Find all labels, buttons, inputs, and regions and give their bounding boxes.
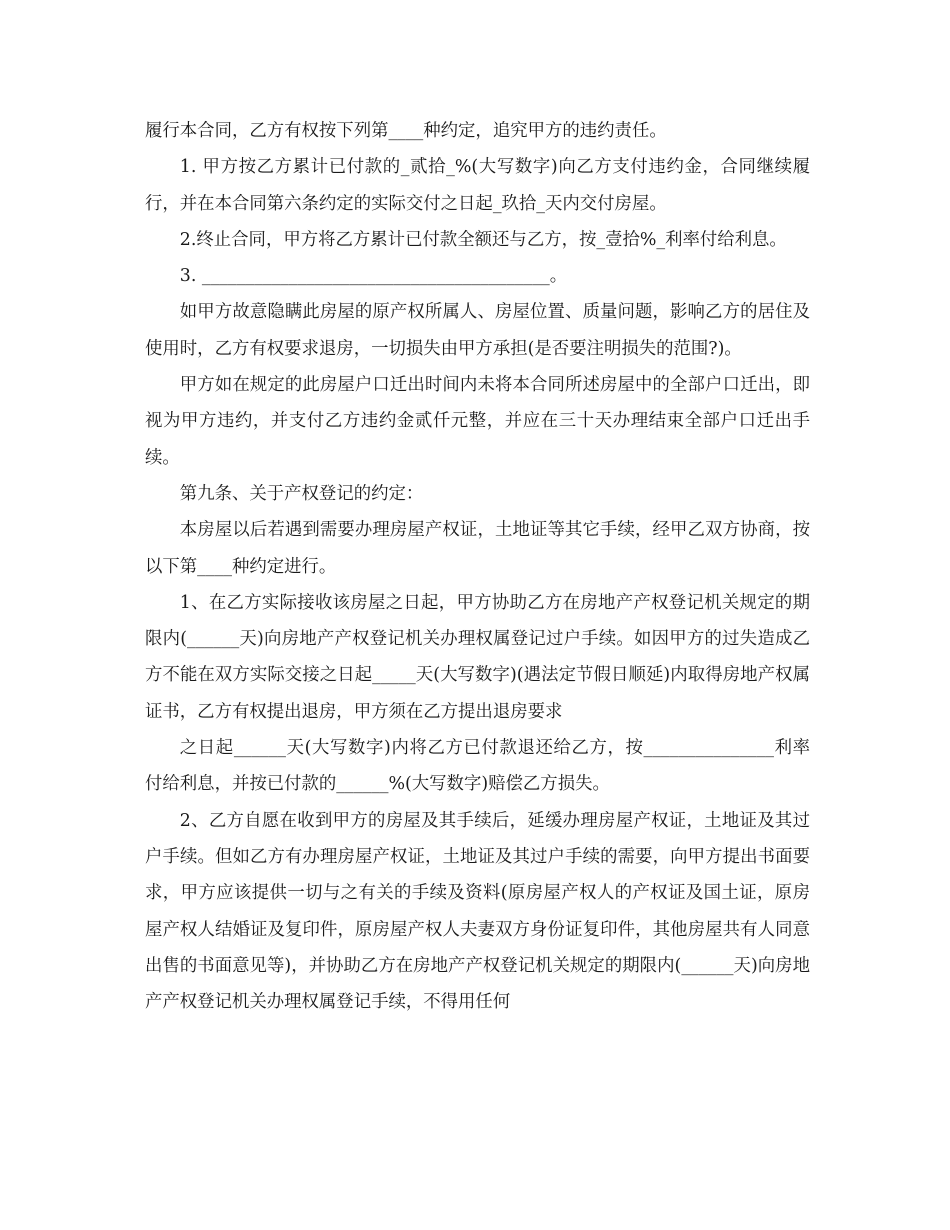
paragraph-option-3: 3. ________________________________________。: [179, 266, 568, 287]
paragraph-article-9-item-1: 1、在乙方实际接收该房屋之日起，甲方协助乙方在房地产产权登记机关规定的期限内(______天)向房地产产权登记机关办理权属登记过户手续。如因甲方的过失造成乙方不能在双方实际交接之日起_____天(大写数字)(遇法定节假日顺延)内取得房地产权属证书，乙方有权提出退房，甲方须在乙方提出退房要求: [145, 592, 810, 722]
paragraph-option-1: 1. 甲方按乙方累计已付款的_贰拾_%(大写数字)向乙方支付违约金，合同继续履行，并在本合同第六条约定的实际交付之日起_玖拾_天内交付房屋。: [145, 157, 810, 214]
contract-body: [145, 113, 810, 1020]
paragraph-article-9-item-2: 2、乙方自愿在收到甲方的房屋及其手续后，延缓办理房屋产权证，土地证及其过户手续。但如乙方有办理房屋产权证，土地证及其过户手续的需要，向甲方提出书面要求，甲方应该提供一切与之有关的手续及资料(原房屋产权人的产权证及国土证，原房屋产权人结婚证及复印件，原房屋产权人夫妻双方身份证复印件，其他房屋共有人同意出售的书面意见等)，并协助乙方在房地产产权登记机关规定的期限内(______天)向房地产产权登记机关办理权属登记手续，不得用任何: [145, 810, 810, 1013]
paragraph-breach-options: 履行本合同，乙方有权按下列第____种约定，追究甲方的违约责任。: [145, 121, 667, 141]
paragraph-concealment: 如甲方故意隐瞒此房屋的原产权所属人、房屋位置、质量问题，影响乙方的居住及使用时，乙方有权要求退房，一切损失由甲方承担(是否要注明损失的范围?)。: [145, 302, 810, 359]
paragraph-household-registration: 甲方如在规定的此房屋户口迁出时间内未将本合同所述房屋中的全部户口迁出，即视为甲方违约，并支付乙方违约金贰仟元整，并应在三十天办理结束全部户口迁出手续。: [145, 375, 810, 468]
paragraph-article-9-intro: 本房屋以后若遇到需要办理房屋产权证，土地证等其它手续，经甲乙双方协商，按以下第____种约定进行。: [145, 520, 810, 577]
article-9-heading: 第九条、关于产权登记的约定：: [179, 483, 424, 504]
paragraph-article-9-item-1-cont: 之日起______天(大写数字)内将乙方已付款退还给乙方，按_______________利率付给利息，并按已付款的______%(大写数字)赔偿乙方损失。: [145, 738, 810, 795]
paragraph-option-2: 2.终止合同，甲方将乙方累计已付款全额还与乙方，按_壹拾%_利率付给利息。: [179, 229, 787, 250]
